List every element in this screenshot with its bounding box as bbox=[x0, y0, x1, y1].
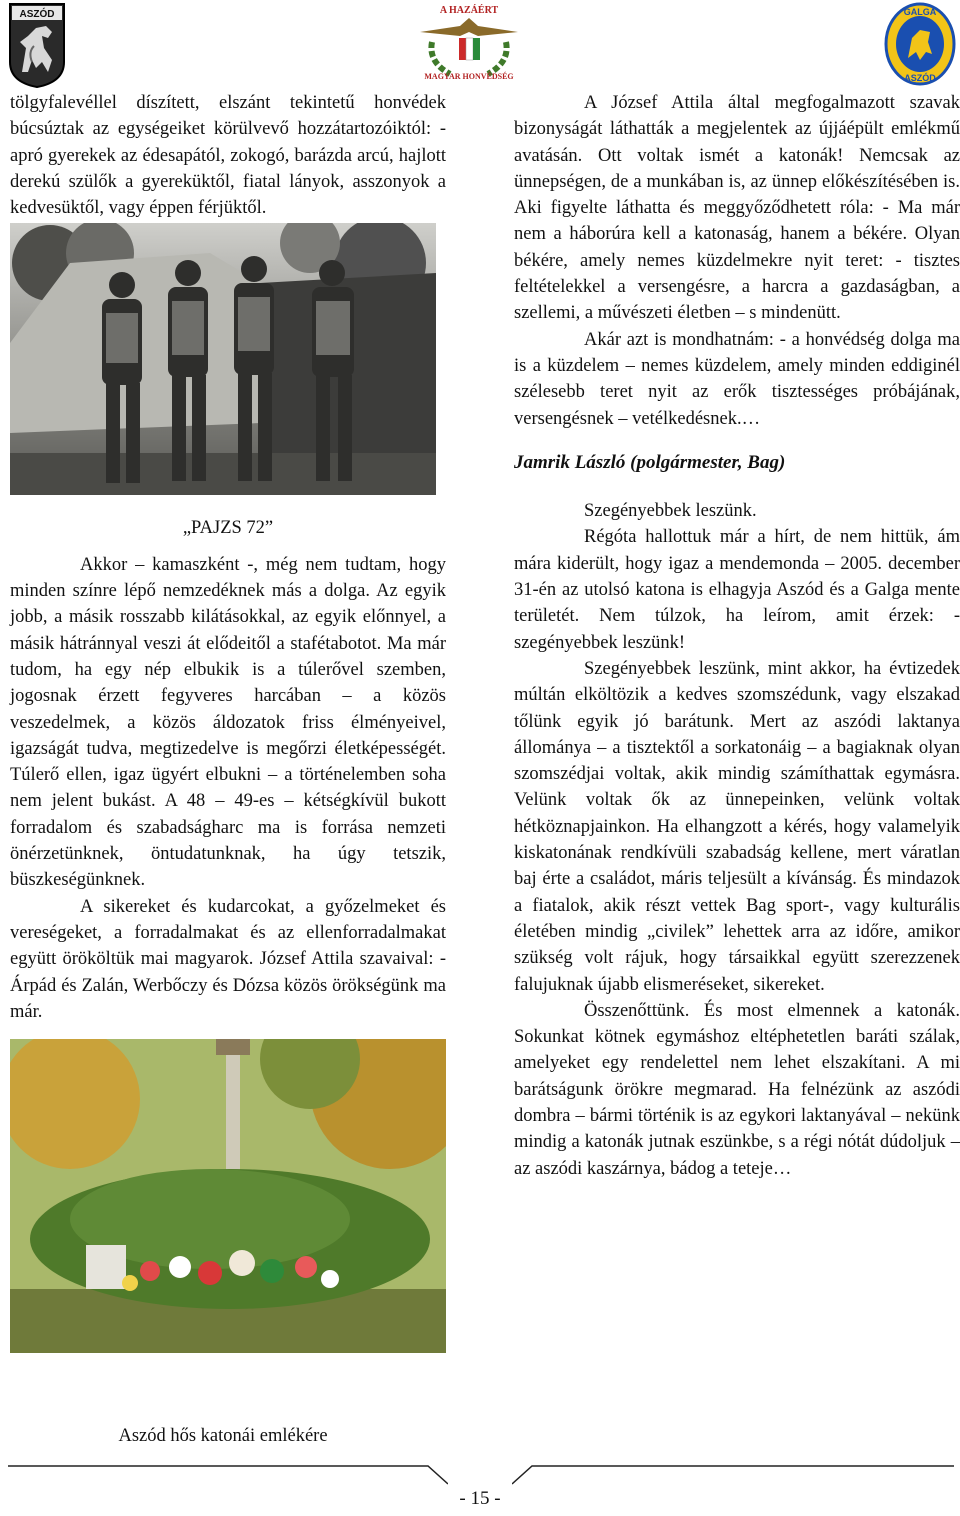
left-paragraph-1: tölgyfalevéllel díszített, elszánt tekintetű honvédek búcsúztak az egységeiket körülvevő hozzátartozóiktól: - apró gyerekek az édesapától, zokogó, barázda arcú, hajlott derekú szülők a gyereküktől, fiatal lányok, asszonyok a kedvesüktől, vagy éppen férjüktől. bbox=[10, 93, 446, 219]
emblem-bottom-text: MAGYAR HONVÉDSÉG bbox=[424, 72, 514, 81]
left-paragraph-3: A sikereket és kudarcokat, a győzelmeket és vereségeket, a forradalmakat és az ellenforradalmakat együtt örököltük mai magyarok. József Attila szavaival: - Árpád és Zalán, Werbőczy és Dózsa közös örökségünk ma már. bbox=[10, 896, 446, 1022]
galga-aszod-emblem bbox=[884, 2, 956, 86]
right-paragraph-1: A József Attila által megfogalmazott szavak bizonyságát láthatták a megjelentek az újjáépült emlékmű avatásán. Ott voltak ismét a katonák! Nemcsak az ünnepségen, de a munkában is, az ünnep előkészítésében is. Aki figyelte láthatta és meggyőződhetett róla: - Ma már nem a háborúra kell a katonaság, hanem a békére. Olyan békére, amely nemes küzdelmekre nyit teret: - tisztes feltételekkel a versengésre, a harcra a gazdaságban, a szellemi, a művészeti életben – s mindenütt. bbox=[514, 93, 960, 324]
memorial-photo-caption: Aszód hős katonái emlékére bbox=[118, 1426, 328, 1446]
page-number: - 15 - bbox=[459, 1488, 501, 1509]
section-heading-pajzs: „PAJZS 72” bbox=[182, 518, 274, 539]
right-paragraph-3: Szegényebbek leszünk. bbox=[584, 501, 757, 522]
galga-bottom-text: ASZÓD bbox=[904, 73, 936, 83]
footer-divider-right bbox=[512, 1462, 954, 1492]
memorial-photo bbox=[10, 1039, 446, 1353]
aszod-logo-text: ASZÓD bbox=[19, 9, 55, 20]
right-column bbox=[514, 90, 960, 1182]
right-paragraph-4: Régóta hallottuk már a hírt, de nem hittük, ám mára kiderült, hogy igaz a mendemonda – 2005. december 31-én az utolsó katona is elhagyja Aszód és a Galga mente területét. Nem túlzok, ha leírom, amit érzek: - szegényebbek leszünk! bbox=[514, 527, 960, 653]
left-paragraph-2: Akkor – kamaszként -, még nem tudtam, hogy minden színre lépő nemzedéknek más a dolga. Az egyik jobb, a másik rosszabb kilátásokkal, az egyik előnnyel, a másik hátránnyal veszi át elődeitől a stafétabotot. Ma már tudom, ha egy nép elbukik is a túlerővel szemben, jogosnak érzett fegyveres harcában – a közös veszedelmek, a közös áldozatok friss élményeivel, igazságát tudva, megtizedelve is megőrzi életképességét. Túlerő ellen, igaz ügyért elbukni – a történelemben soha nem jelent bukást. A 48 – 49-es – kétségkívül bukott forradalom és szabadságharc ma is forrása nemzeti önérzetünknek, öntudatunknak, ha úgy tetszik, büszkeségünknek. bbox=[10, 554, 446, 891]
galga-top-text: GALGA bbox=[903, 7, 937, 17]
author-signature: Jamrik László (polgármester, Bag) bbox=[514, 451, 786, 473]
right-paragraph-6: Összenőttünk. És most elmennek a katonák. Sokunkat kötnek egymáshoz eltéphetetlen baráti szálak, amelyeket egy rendelettel nem lehet elszakítani. A mi barátságunk örökre megmarad. Ha felnézünk az aszódi dombra – bármi történik is az egykori laktanyával – nekünk mindig a katonák jutnak eszünkbe, s a régi nótát dúdoljuk – az aszódi kaszárnya, bádog a teteje… bbox=[514, 1000, 960, 1179]
right-paragraph-2: Akár azt is mondhatnám: - a honvédség dolga ma is a küzdelem – nemes küzdelem, amely minden eddiginél szélesebb teret nyit az erők tisztességes próbájának, versengésnek – vetélkedésnek.… bbox=[514, 329, 960, 429]
emblem-top-text: A HAZÁÉRT bbox=[439, 5, 499, 16]
hazaert-honvedseg-emblem bbox=[410, 2, 528, 82]
soldiers-photo bbox=[10, 223, 436, 495]
footer-divider-left bbox=[8, 1462, 448, 1492]
right-paragraph-5: Szegényebbek leszünk, mint akkor, ha évtizedek múltán elköltözik a kedves szomszédunk, vagy elszakad tőlünk egyik jó barátunk. Mert az aszódi laktanya állománya – a tisztektől a sorkatonáig – a bagiaknak olyan szomszédjai voltak, akik mindig számíthattak egymásra. Velünk voltak ők az ünnepeinken, velünk voltak hétköznapjainkon. Ha elhangzott a kérés, hogy valamelyik kiskatonának rendkívüli szabadság kellene, mert váratlan baj érte a családot, máris teljesült a kívánság. És mindazok a fiatalok, akik részt vettek Bag sport-, vagy kulturális életében mindig „civilek” lehettek arra az időre, amikor szükség volt rájuk, hogy társaikkal együtt szerezzenek falujuknak újabb elismeréseket, sikereket. bbox=[514, 658, 960, 995]
left-column bbox=[10, 90, 446, 1353]
aszod-coat-of-arms-logo bbox=[8, 2, 66, 88]
